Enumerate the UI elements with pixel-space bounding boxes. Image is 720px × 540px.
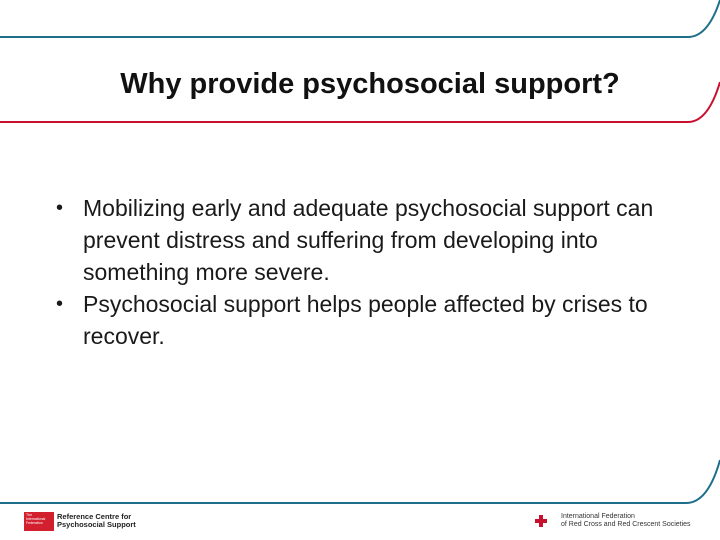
- reference-centre-line2: Psychosocial Support: [57, 520, 136, 529]
- ifrc-line1: International Federation: [561, 513, 635, 520]
- federation-logo-box: The International Federation: [24, 512, 54, 531]
- red-cross-crescent-emblem: [533, 513, 557, 529]
- bullet-marker: •: [56, 197, 64, 219]
- bullet-list: [56, 192, 656, 352]
- psychosocial-centre-logo: [24, 511, 136, 531]
- top-teal-curve: [0, 0, 720, 37]
- bullet-text: Psychosocial support helps people affected by crises to recover.: [83, 291, 648, 349]
- bullet-item: [56, 288, 656, 352]
- bottom-teal-curve: [0, 460, 720, 503]
- slide-title: Why provide psychosocial support?: [120, 68, 620, 100]
- ifrc-line2: of Red Cross and Red Crescent Societies: [561, 521, 691, 528]
- ifrc-logo: [533, 512, 691, 530]
- bullet-item: [56, 192, 656, 288]
- reference-centre-line1: Reference Centre for: [57, 511, 132, 521]
- bullet-marker: •: [56, 293, 64, 315]
- ifrc-label: [561, 513, 691, 529]
- red-crescent-icon: [545, 514, 559, 528]
- bullet-text: Mobilizing early and adequate psychosocial support can prevent distress and suffering from developing into something more severe.: [83, 195, 654, 285]
- reference-centre-label: [57, 513, 136, 530]
